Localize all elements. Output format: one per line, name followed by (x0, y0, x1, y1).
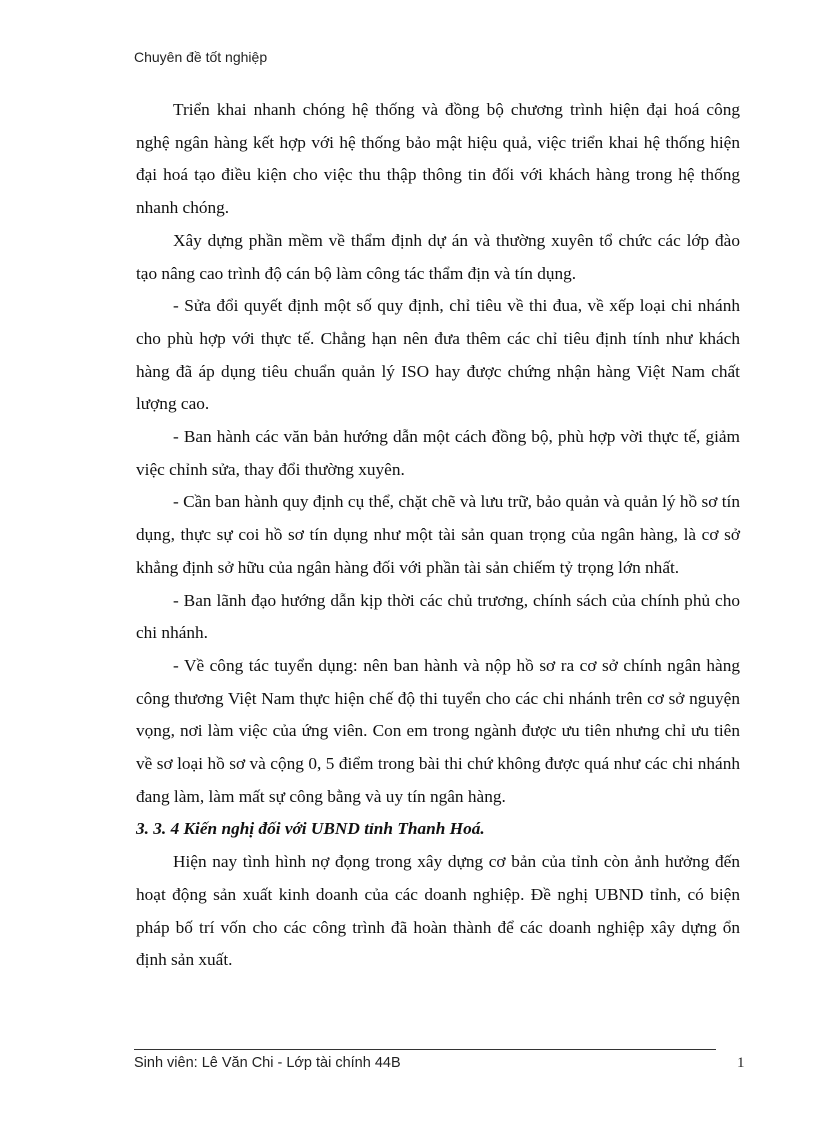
paragraph-2: Xây dựng phần mềm về thẩm định dự án và thường xuyên tổ chức các lớp đào tạo nâng cao trình độ cán bộ làm công tác thẩm địn và tín dụng. (136, 230, 740, 283)
paragraph-5: - Cần ban hành quy định cụ thể, chặt chẽ và lưu trữ, bảo quản và quản lý hồ sơ tín dụng, thực sự coi hồ sơ tín dụng như một tài sản quan trọng của ngân hàng, là cơ sở khẳng định sở hữu của ngân hàng đối với phần tài sản chiếm tỷ trọng lớn nhất. (136, 492, 740, 577)
paragraph-4: - Ban hành các văn bản hướng dẫn một cách đồng bộ, phù hợp vời thực tế, giảm việc chỉnh sửa, thay đổi thường xuyên. (136, 427, 740, 479)
footer-divider (134, 1049, 716, 1050)
page-number: 1 (737, 1055, 745, 1071)
paragraph-1: Triển khai nhanh chóng hệ thống và đồng bộ chương trình hiện đại hoá công nghệ ngân hàng kết hợp với hệ thống bảo mật hiệu quả, việc triển khai hệ thống hiện đại hoá tạo điều kiện cho việc thu thập thông tin đối với khách hàng trong hệ thống nhanh chóng. (136, 100, 740, 218)
document-body (136, 94, 740, 977)
footer-student-info: Sinh viên: Lê Văn Chi - Lớp tài chính 44B (134, 1055, 401, 1071)
paragraph-8: Hiện nay tình hình nợ đọng trong xây dựng cơ bản của tỉnh còn ảnh hưởng đến hoạt động sản xuất kinh doanh của các doanh nghiệp. Đề nghị UBND tỉnh, có biện pháp bố trí vốn cho các công trình đã hoàn thành để các doanh nghiệp xây dựng ổn định sản xuất. (136, 852, 740, 970)
paragraph-7: - Về công tác tuyển dụng: nên ban hành và nộp hồ sơ ra cơ sở chính ngân hàng công thương Việt Nam thực hiện chế độ thi tuyển cho các chi nhánh trên cơ sở nguyện vọng, nơi làm việc của ứng viên. Con em trong ngành được ưu tiên nhưng chỉ ưu tiên về sơ loại hồ sơ và cộng 0, 5 điểm trong bài thi chứ không được quá như các chi nhánh đang làm, làm mất sự công bằng và uy tín ngân hàng. (136, 655, 740, 806)
paragraph-6: - Ban lãnh đạo hướng dẫn kịp thời các chủ trương, chính sách của chính phủ cho chi nhánh. (136, 590, 740, 643)
page-header: Chuyên đề tốt nghiệp (134, 49, 268, 65)
paragraph-3: - Sửa đổi quyết định một số quy định, chỉ tiêu về thi đua, về xếp loại chi nhánh cho phù hợp với thực tế. Chẳng hạn nên đưa thêm các chỉ tiêu định tính như khách hàng đã áp dụng tiêu chuẩn quản lý ISO hay được chứng nhận hàng Việt Nam chất lượng cao. (136, 296, 740, 414)
section-heading: 3. 3. 4 Kiến nghị đối với UBND tỉnh Thanh Hoá. (136, 819, 485, 839)
